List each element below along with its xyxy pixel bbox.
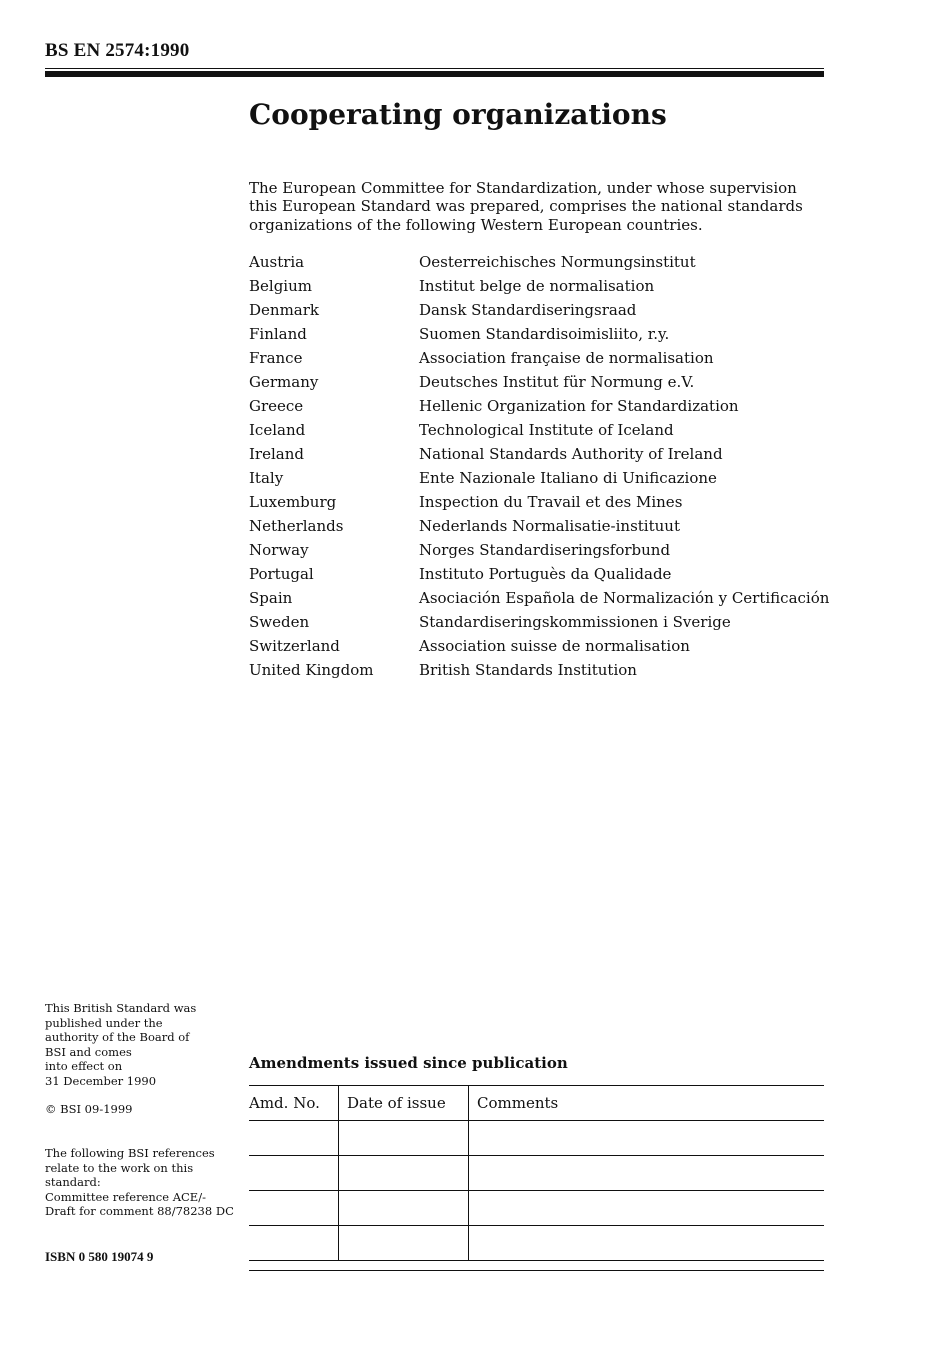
- organization-row: [249, 658, 849, 682]
- country-name: Italy: [249, 469, 284, 487]
- publication-note-line: BSI and comes: [45, 1044, 132, 1059]
- references-note: [45, 1146, 240, 1219]
- organization-row: [249, 538, 849, 562]
- publication-note: [45, 1001, 240, 1088]
- organization-name: Nederlands Normalisatie-instituut: [419, 517, 680, 535]
- column-header-comments: Comments: [469, 1086, 825, 1121]
- country-name: Belgium: [249, 277, 312, 295]
- organization-name: Ente Nazionale Italiano di Unificazione: [419, 469, 717, 487]
- document-id: BS EN 2574:1990: [45, 40, 190, 61]
- organization-row: [249, 274, 849, 298]
- country-name: Spain: [249, 589, 293, 607]
- organization-name: Instituto Portuguès da Qualidade: [419, 565, 672, 583]
- isbn: ISBN 0 580 19074 9: [45, 1249, 154, 1264]
- date-of-issue-cell: [339, 1191, 469, 1226]
- country-name: Germany: [249, 373, 319, 391]
- amd-no-cell: [249, 1226, 339, 1261]
- organization-row: [249, 250, 849, 274]
- organization-row: [249, 442, 849, 466]
- organization-name: Institut belge de normalisation: [419, 277, 655, 295]
- organization-row: [249, 634, 849, 658]
- organization-name: National Standards Authority of Ireland: [419, 445, 723, 463]
- organization-name: Deutsches Institut für Normung e.V.: [419, 373, 695, 391]
- references-note-line: Draft for comment 88/78238 DC: [45, 1204, 234, 1218]
- amd-no-cell: [249, 1156, 339, 1191]
- copyright-note: © BSI 09-1999: [45, 1102, 133, 1116]
- organization-name: Technological Institute of Iceland: [419, 421, 674, 439]
- organization-row: [249, 562, 849, 586]
- organization-row: [249, 298, 849, 322]
- column-header-amd-no: Amd. No.: [249, 1086, 339, 1121]
- comments-cell: [469, 1121, 825, 1156]
- organization-row: [249, 466, 849, 490]
- country-name: Austria: [249, 253, 305, 271]
- publication-note-line: This British Standard was: [45, 1001, 197, 1015]
- organization-row: [249, 610, 849, 634]
- country-name: Switzerland: [249, 637, 340, 655]
- country-name: France: [249, 349, 303, 367]
- country-name: Netherlands: [249, 517, 344, 535]
- organization-row: [249, 346, 849, 370]
- country-name: Ireland: [249, 445, 304, 463]
- date-of-issue-cell: [339, 1226, 469, 1261]
- date-of-issue-cell: [339, 1156, 469, 1191]
- comments-cell: [469, 1191, 825, 1226]
- country-name: Denmark: [249, 301, 319, 319]
- organization-row: [249, 418, 849, 442]
- footer-rule: [249, 1270, 824, 1271]
- publication-note-line: into effect on: [45, 1059, 123, 1073]
- amendments-header-row: [249, 1086, 824, 1121]
- intro-paragraph: The European Committee for Standardization, under whose supervision this European Standard was prepared, comprises the national standards organizations of the following Western European countries.: [249, 179, 803, 234]
- amendments-table: [249, 1085, 824, 1261]
- organization-name: Oesterreichisches Normungsinstitut: [419, 253, 696, 271]
- amendments-heading: Amendments issued since publication: [249, 1054, 568, 1072]
- header-rule-thick: [45, 71, 824, 77]
- organization-list: [249, 250, 849, 682]
- amd-no-cell: [249, 1191, 339, 1226]
- table-row: [249, 1226, 824, 1261]
- comments-cell: [469, 1156, 825, 1191]
- organization-name: Association suisse de normalisation: [419, 637, 690, 655]
- country-name: Portugal: [249, 565, 314, 583]
- page-title: Cooperating organizations: [249, 98, 667, 131]
- organization-name: Suomen Standardisoimisliito, r.y.: [419, 325, 670, 343]
- organization-row: [249, 490, 849, 514]
- organization-row: [249, 370, 849, 394]
- country-name: United Kingdom: [249, 661, 374, 679]
- references-note-line: standard:: [45, 1175, 101, 1189]
- amd-no-cell: [249, 1121, 339, 1156]
- table-row: [249, 1156, 824, 1191]
- organization-name: Hellenic Organization for Standardization: [419, 397, 739, 415]
- country-name: Luxemburg: [249, 493, 337, 511]
- country-name: Norway: [249, 541, 309, 559]
- organization-name: Standardiseringskommissionen i Sverige: [419, 613, 731, 631]
- organization-row: [249, 586, 849, 610]
- organization-name: Asociación Española de Normalización y Certificación: [419, 589, 830, 607]
- date-of-issue-cell: [339, 1121, 469, 1156]
- organization-name: Inspection du Travail et des Mines: [419, 493, 683, 511]
- country-name: Finland: [249, 325, 307, 343]
- organization-name: British Standards Institution: [419, 661, 637, 679]
- references-note-line: The following BSI references: [45, 1146, 215, 1160]
- organization-row: [249, 394, 849, 418]
- column-header-date-of-issue: Date of issue: [339, 1086, 469, 1121]
- publication-note-line: published under the: [45, 1015, 163, 1030]
- comments-cell: [469, 1226, 825, 1261]
- publication-note-line: 31 December 1990: [45, 1073, 157, 1088]
- references-note-line: relate to the work on this: [45, 1160, 194, 1175]
- organization-row: [249, 514, 849, 538]
- organization-name: Norges Standardiseringsforbund: [419, 541, 671, 559]
- country-name: Greece: [249, 397, 304, 415]
- references-note-line: Committee reference ACE/-: [45, 1189, 206, 1204]
- table-row: [249, 1191, 824, 1226]
- country-name: Sweden: [249, 613, 310, 631]
- country-name: Iceland: [249, 421, 306, 439]
- organization-name: Dansk Standardiseringsraad: [419, 301, 637, 319]
- header-rule-thin: [45, 68, 824, 69]
- organization-name: Association française de normalisation: [419, 349, 714, 367]
- table-row: [249, 1121, 824, 1156]
- publication-note-line: authority of the Board of: [45, 1030, 190, 1044]
- organization-row: [249, 322, 849, 346]
